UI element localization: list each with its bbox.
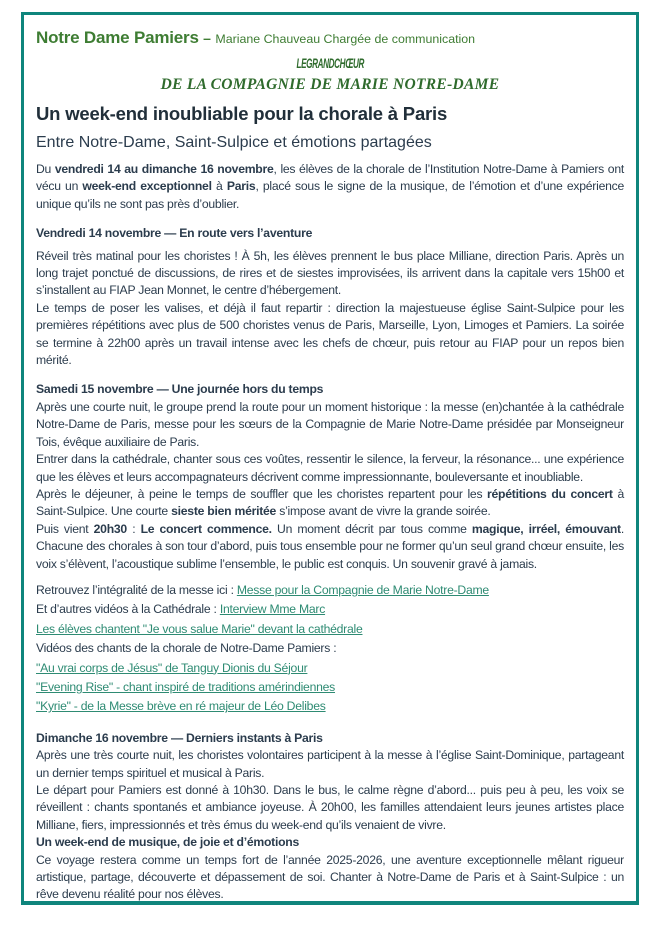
text-segment: Puis vient [36,521,94,536]
text-segment: à Saint-Sulpice. Une courte [36,486,624,519]
text-segment: s’impose avant de vivre la grande soirée. [276,504,491,519]
link-line-interview [36,600,624,619]
text-segment: Un moment décrit par tous comme [271,521,472,536]
article-subtitle: Entre Notre-Dame, Saint-Sulpice et émotions partagées [36,134,432,151]
text-segment: week-end exceptionnel [82,179,212,194]
section-heading-saturday: Samedi 15 novembre — Une journée hors du temps [36,382,324,397]
text-segment: : [126,521,141,536]
video-link[interactable]: Les élèves chantent "Je vous salue Marie" devant la cathédrale [36,621,363,636]
text-segment: Le concert commence. [140,521,272,536]
video-links-block [36,581,624,717]
text-segment: Réveil très matinal pour les choristes ! À 5h, les élèves prennent le bus place Milliane, direction Paris. Après un long trajet ponctué de discussions, de rires et de siestes improvisées, ils arrivent dans la capitale vers 15h00 et s’installent au FIAP Jean Monnet, le centre d’hébergement. [36,248,624,298]
author-credit: Mariane Chauveau Chargée de communication [215,32,476,46]
text-segment: Entrer dans la cathédrale, chanter sous ces voûtes, ressentir le silence, la ferveur, la résonance... une expérience que les élèves et leurs accompagnateurs décrivent comme impressionnante, bouleversante et inoubliable. [36,452,624,484]
logo-wordmark: LEGRANDCHŒUR [296,55,364,71]
section-heading-friday: Vendredi 14 novembre — En route vers l’aventure [36,226,313,241]
text-segment: 20h30 [93,521,127,536]
video-link[interactable]: Messe pour la Compagnie de Marie Notre-Dame [236,582,489,597]
text-segment: Retrouvez l’intégralité de la messe ici : [36,582,237,597]
text-segment: Le temps de poser les valises, et déjà il faut repartir : direction la majestueuse église Saint-Sulpice pour les premières répétitions avec plus de 500 choristes venus de Paris, Marseille, Lyon, Limoges et Pamiers. La soirée se termine à 22h00 après un travail intense avec les chefs de chœur, puis retour au FIAP pour un repos bien mérité. [36,300,624,368]
link-line-evening-rise [36,678,624,697]
choir-logo [36,55,624,94]
link-line-videos-intro [36,639,624,658]
section-heading-sunday: Dimanche 16 novembre — Derniers instants à Paris [36,730,323,745]
page-frame [21,12,639,905]
video-link[interactable]: "Kyrie" - de la Messe brève en ré majeur de Léo Delibes [36,699,326,714]
text-segment: magique, irréel, émouvant [471,521,621,536]
text-segment: à [211,179,227,194]
text-segment: Après une courte nuit, le groupe prend la route pour un moment historique : la messe (en)chantée à la cathédrale Notre-Dame de Paris, messe pour les sœurs de la Compagnie de Marie Notre-Dame présidée par Monseigneur Tois, évêque auxiliaire de Paris. [36,399,624,449]
article-title: Un week-end inoubliable pour la chorale à Paris [36,103,448,124]
header-dash: – [203,30,211,46]
link-line-mass [36,581,624,600]
friday-paragraph [36,248,624,370]
text-segment: Et d’autres vidéos à la Cathédrale : [36,602,220,617]
text-segment: Ce voyage restera comme un temps fort de l’année 2025-2026, une aventure exceptionnelle mêlant rigueur artistique, partage, découverte et dépassement de soi. Chanter à Notre-Dame de Paris et à Saint-Sulpice : un rêve devenu réalité pour nos élèves. [36,852,624,902]
sunday-paragraph [36,747,624,834]
text-segment: Vidéos des chants de la chorale de Notre-Dame Pamiers : [36,641,337,656]
text-segment: , les élèves de la chorale de l’Institution Notre-Dame à Pamiers ont vécu un [36,162,624,194]
site-title: Notre Dame Pamiers [36,28,199,47]
saturday-paragraph [36,399,624,573]
video-link[interactable]: "Evening Rise" - chant inspiré de traditions amérindiennes [36,679,336,694]
video-link[interactable]: "Au vrai corps de Jésus" de Tanguy Dionis du Séjour [36,660,308,675]
text-segment: répétitions du concert [487,486,613,501]
closing-paragraph [36,852,624,904]
logo-subtitle: DE LA COMPAGNIE DE MARIE NOTRE-DAME [160,76,500,93]
text-segment: sieste bien méritée [171,504,277,519]
link-line-je-vous-salue [36,620,624,639]
subsection-heading-weekend: Un week-end de musique, de joie et d’émotions [36,835,300,850]
text-segment: vendredi 14 au dimanche 16 novembre [54,162,274,176]
page-header [36,28,624,49]
text-segment: Du [36,162,55,176]
intro-paragraph [36,161,624,213]
text-segment: Le départ pour Pamiers est donné à 10h30. Dans le bus, le calme règne d’abord... puis peu à peu, les voix se réveillent : chants spontanés et ambiance joyeuse. À 20h00, les familles attendaient leurs jeunes artistes place Milliane, fiers, impressionnés et très émus du week-end qu’ils venaient de vivre. [36,783,624,832]
video-link[interactable]: Interview Mme Marc [219,602,326,617]
text-segment: Après le déjeuner, à peine le temps de souffler que les choristes repartent pour les [36,486,488,501]
text-segment: , placé sous le signe de la musique, de l’émotion et d’une expérience unique qu’ils ne sont pas près d’oublier. [36,179,625,211]
text-segment: Paris [226,179,256,194]
link-line-kyrie [36,697,624,716]
text-segment: Après une très courte nuit, les choristes volontaires participent à la messe à l’église Saint-Dominique, partageant un dernier temps spirituel et musical à Paris. [36,748,624,780]
link-line-au-vrai-corps [36,659,624,678]
text-segment: . Chacune des chorales à son tour d’abord, puis tous ensemble pour ne former qu’un seul grand chœur ensuite, les voix s’élèvent, l’acoustique sublime l’ensemble, le public est conquis. Un souvenir gravé à jamais. [36,521,624,571]
